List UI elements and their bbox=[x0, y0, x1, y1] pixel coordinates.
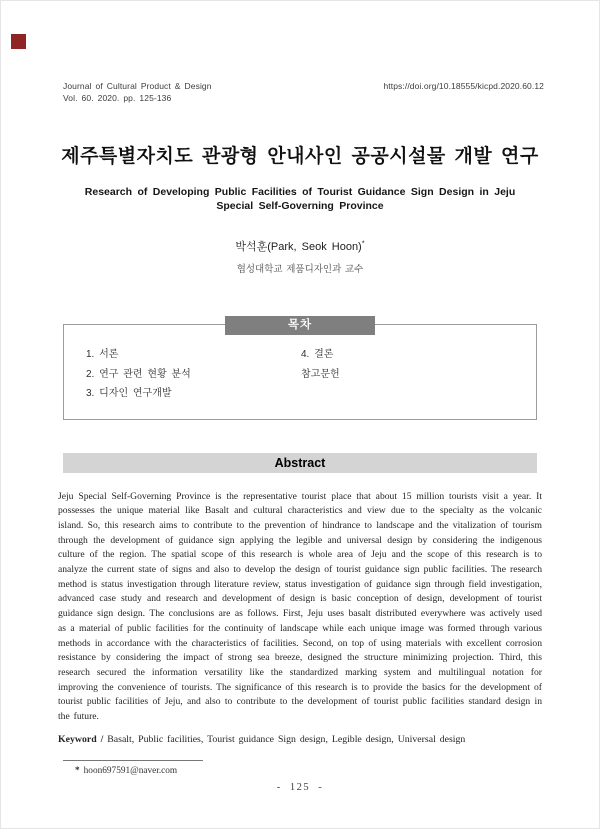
abstract-text: Jeju Special Self-Governing Province is the representative tourist place that about 15 million tourists visit a year. It possesses the unique material like Basalt and cultural characteristics and view due to the specialty as the volcanic island. So, this research aims to contribute to the prevention of hindrance to landscape and the vitalization of tourism through the development of guidance sign applying the legible and universal design by considering the indigenous culture of the region. The spatial scope of this research is whole area of Jeju and the scope of this research is to analyze the current state of signs and also to develop the design of tourist guidance sign public facilities. The research method is status investigation through literature review, status investigation of guidance sign through field investigation, advanced case study and research and development of design is basic conception of design, development of tourist guidance sign design. The conclusions are as follows. First, Jeju uses basalt distributed everywhere was actively used as a material of public facilities for the continuity of landscape while each unique image was formed through various methods in accordance with the characteristics of facilities. Second, on top of using materials with excellent corrosion resistance by considering the impact of strong sea breeze, designed the structure minimizing projection. Third, this research secured the information versatility like the standardized marking system and multilingual notation for improving the convenience of tourists. The significance of this research is to provide the basics for the development of tourist public facilities of Jeju, and also to contribute to the development of tourist public facilities standard design in the future. bbox=[58, 490, 542, 723]
toc-columns bbox=[86, 345, 516, 404]
author-footnote-mark: * bbox=[361, 238, 365, 248]
red-stamp-marker bbox=[11, 34, 26, 49]
toc-item: 4. 결론 bbox=[301, 349, 334, 360]
keyword-label: Keyword / bbox=[58, 733, 104, 745]
footnote-divider bbox=[63, 760, 203, 761]
toc-box bbox=[63, 319, 537, 420]
toc-title-tab: 목차 bbox=[225, 316, 375, 335]
journal-info bbox=[63, 80, 212, 104]
footnote bbox=[75, 766, 599, 776]
journal-name: Journal of Cultural Product & Design bbox=[63, 81, 212, 91]
page-number: - 125 - bbox=[276, 782, 324, 793]
abstract-section-header: Abstract bbox=[63, 453, 537, 473]
toc-column-left bbox=[86, 345, 301, 404]
footnote-email: hoon697591@naver.com bbox=[83, 765, 178, 776]
toc-column-right bbox=[301, 345, 516, 404]
footnote-mark: * bbox=[75, 765, 80, 776]
author-line bbox=[1, 238, 599, 254]
toc-item: 참고문헌 bbox=[301, 368, 340, 380]
toc-item: 2. 연구 관련 현황 분석 bbox=[86, 368, 191, 380]
toc-item: 1. 서론 bbox=[86, 349, 119, 360]
keyword-list: Basalt, Public facilities, Tourist guidance Sign design, Legible design, Universal design bbox=[107, 733, 466, 745]
paper-title-english: Research of Developing Public Facilities of Tourist Guidance Sign Design in Jeju Special Self-Governing Province bbox=[84, 186, 516, 212]
author-affiliation: 협성대학교 제품디자인과 교수 bbox=[236, 264, 364, 275]
doi-link: https://doi.org/10.18555/kicpd.2020.60.12 bbox=[383, 81, 544, 91]
toc-item: 3. 디자인 연구개발 bbox=[86, 388, 172, 399]
journal-header bbox=[63, 80, 544, 104]
paper-title-korean: 제주특별자치도 관광형 안내사인 공공시설물 개발 연구 bbox=[61, 146, 539, 167]
keyword-line bbox=[58, 734, 542, 745]
journal-volume: Vol. 60. 2020. pp. 125-136 bbox=[63, 93, 172, 103]
author-name: 박석훈(Park, Seok Hoon) bbox=[235, 241, 362, 253]
